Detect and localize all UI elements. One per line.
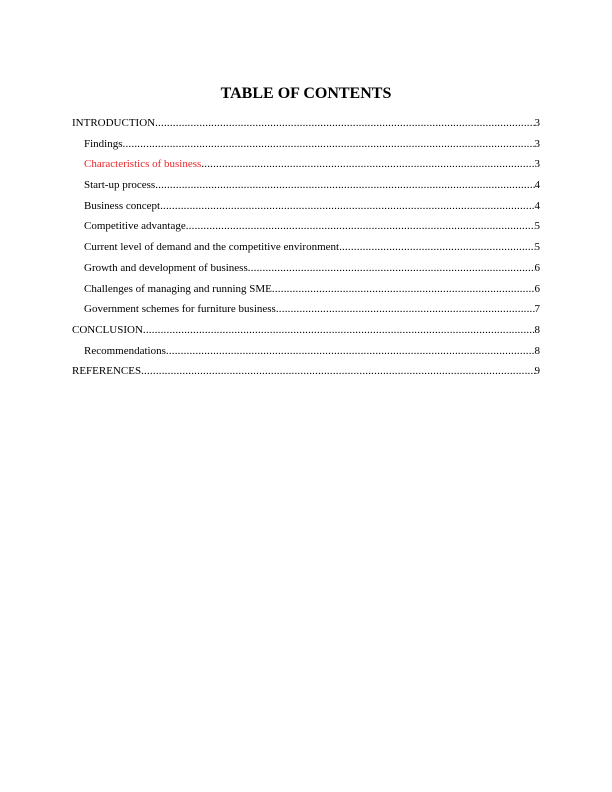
toc-dot-leader [272,282,535,296]
toc-entry-references[interactable] [72,364,540,385]
toc-entry-growth-and-development[interactable] [72,261,540,282]
toc-entry-page: 3 [534,137,540,150]
toc-entry-page: 4 [534,199,540,212]
toc-entry-introduction[interactable] [72,116,540,137]
toc-dot-leader [339,240,534,254]
toc-entry-page: 3 [534,158,540,171]
toc-entry-business-concept[interactable] [72,199,540,220]
toc-dot-leader [155,178,534,192]
toc-dot-leader [123,137,535,151]
toc-entry-page: 8 [534,344,540,357]
toc-entry-page: 6 [534,282,540,295]
toc-entry-page: 7 [534,303,540,316]
toc-entry-page: 4 [534,179,540,192]
toc-title: TABLE OF CONTENTS [220,85,392,102]
toc-dot-leader [201,157,534,171]
toc-entry-label: Growth and development of business [84,261,248,274]
toc-entry-label: Current level of demand and the competitive environment [84,241,340,254]
toc-entry-start-up-process[interactable] [72,178,540,199]
toc-dot-leader [141,364,534,378]
toc-entry-page: 3 [534,117,540,129]
toc-entry-label: Challenges of managing and running SME [84,282,272,295]
toc-entry-page: 8 [534,323,540,336]
toc-entry-findings[interactable] [72,137,540,158]
toc-entry-page: 9 [534,365,540,378]
toc-entry-current-level-of-demand[interactable] [72,240,540,261]
toc-entry-recommendations[interactable] [72,344,540,365]
toc-list [72,116,540,385]
toc-entry-label: REFERENCES [72,365,142,378]
toc-entry-label: Business concept [84,199,161,212]
toc-dot-leader [155,116,534,130]
toc-entry-characteristics-of-business[interactable] [72,157,540,178]
toc-entry-label: INTRODUCTION [72,117,156,129]
toc-entry-competitive-advantage[interactable] [72,219,540,240]
toc-entry-conclusion[interactable] [72,323,540,344]
toc-entry-page: 6 [534,261,540,274]
toc-dot-leader [160,199,534,213]
toc-entry-label: Findings [84,137,123,150]
toc-entry-label: Start-up process [84,179,156,192]
toc-dot-leader [276,302,535,316]
toc-entry-label: Recommendations [84,344,166,357]
toc-entry-label: Competitive advantage [84,220,186,233]
toc-dot-leader [248,261,535,275]
toc-entry-label: Government schemes for furniture business [84,303,276,316]
toc-entry-challenges-of-managing[interactable] [72,282,540,303]
toc-dot-leader [166,344,535,358]
toc-entry-page: 5 [534,241,540,254]
toc-entry-government-schemes[interactable] [72,302,540,323]
toc-entry-page: 5 [534,220,540,233]
toc-entry-label: Characteristics of business [84,158,202,171]
toc-dot-leader [143,323,535,337]
toc-dot-leader [186,219,535,233]
toc-entry-label: CONCLUSION [72,323,143,336]
